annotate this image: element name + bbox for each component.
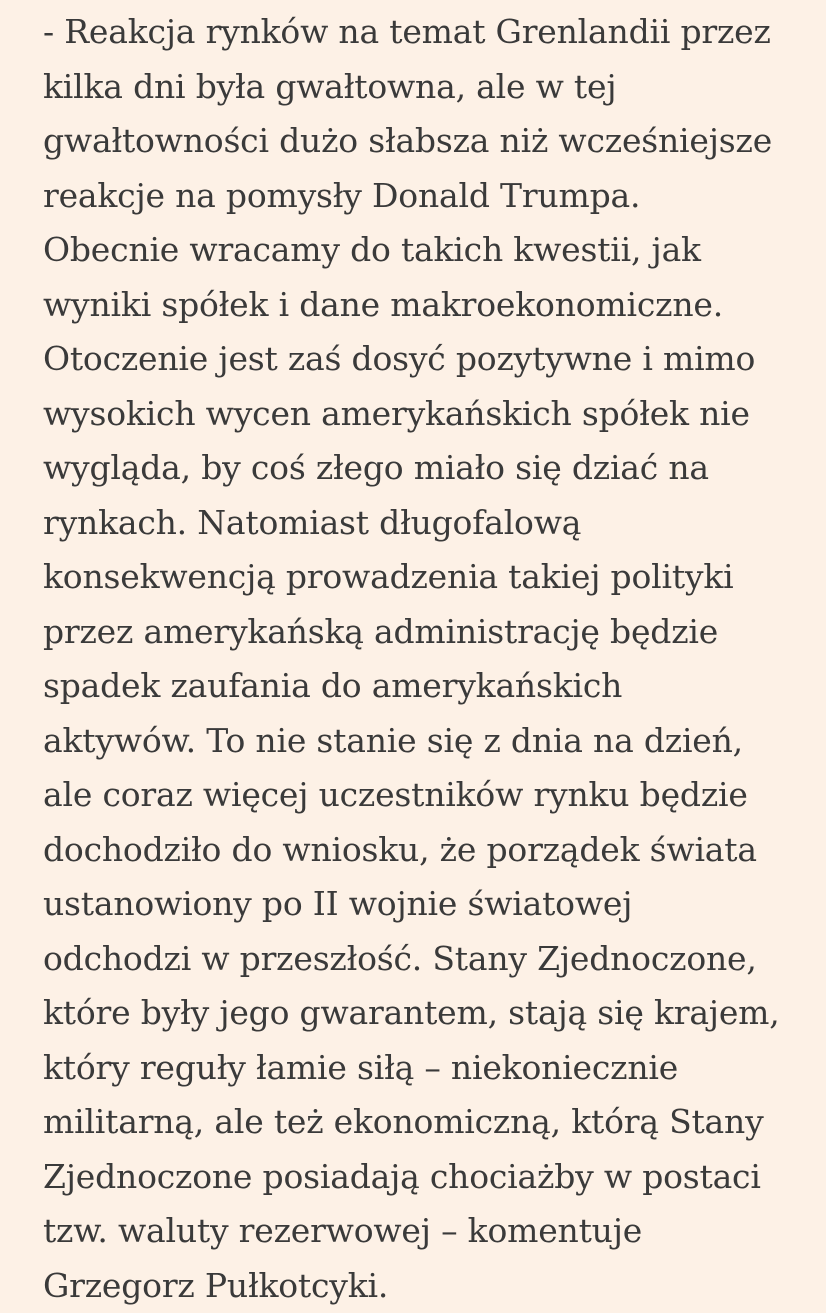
paragraph-line: gwałtowności dużo słabsza niż wcześniejsze xyxy=(43,114,813,169)
paragraph-line: wysokich wycen amerykańskich spółek nie xyxy=(43,387,813,442)
paragraph-line: tzw. waluty rezerwowej – komentuje xyxy=(43,1204,813,1259)
paragraph-line: militarną, ale też ekonomiczną, którą Stany xyxy=(43,1095,813,1150)
paragraph-line: ale coraz więcej uczestników rynku będzie xyxy=(43,768,813,823)
paragraph-line: Obecnie wracamy do takich kwestii, jak xyxy=(43,223,813,278)
paragraph-line: wyniki spółek i dane makroekonomiczne. xyxy=(43,278,813,333)
paragraph-line: ustanowiony po II wojnie światowej xyxy=(43,877,813,932)
paragraph-line: przez amerykańską administrację będzie xyxy=(43,605,813,660)
paragraph-line: reakcje na pomysły Donald Trumpa. xyxy=(43,169,813,224)
paragraph-line: - Reakcja rynków na temat Grenlandii przez xyxy=(43,5,813,60)
paragraph-line: spadek zaufania do amerykańskich xyxy=(43,659,813,714)
paragraph-line: aktywów. To nie stanie się z dnia na dzień, xyxy=(43,714,813,769)
paragraph-line: dochodziło do wniosku, że porządek świata xyxy=(43,823,813,878)
paragraph-line: Zjednoczone posiadają chociażby w postaci xyxy=(43,1150,813,1205)
paragraph-line: odchodzi w przeszłość. Stany Zjednoczone, xyxy=(43,932,813,987)
paragraph-line: konsekwencją prowadzenia takiej polityki xyxy=(43,550,813,605)
paragraph-line: kilka dni była gwałtowna, ale w tej xyxy=(43,60,813,115)
paragraph-line: wygląda, by coś złego miało się dziać na xyxy=(43,441,813,496)
article-paragraph xyxy=(43,5,813,1313)
paragraph-line: który reguły łamie siłą – niekoniecznie xyxy=(43,1041,813,1096)
paragraph-line: Otoczenie jest zaś dosyć pozytywne i mimo xyxy=(43,332,813,387)
paragraph-line: które były jego gwarantem, stają się krajem, xyxy=(43,986,813,1041)
paragraph-line: Grzegorz Pułkotcyki. xyxy=(43,1259,813,1313)
paragraph-line: rynkach. Natomiast długofalową xyxy=(43,496,813,551)
